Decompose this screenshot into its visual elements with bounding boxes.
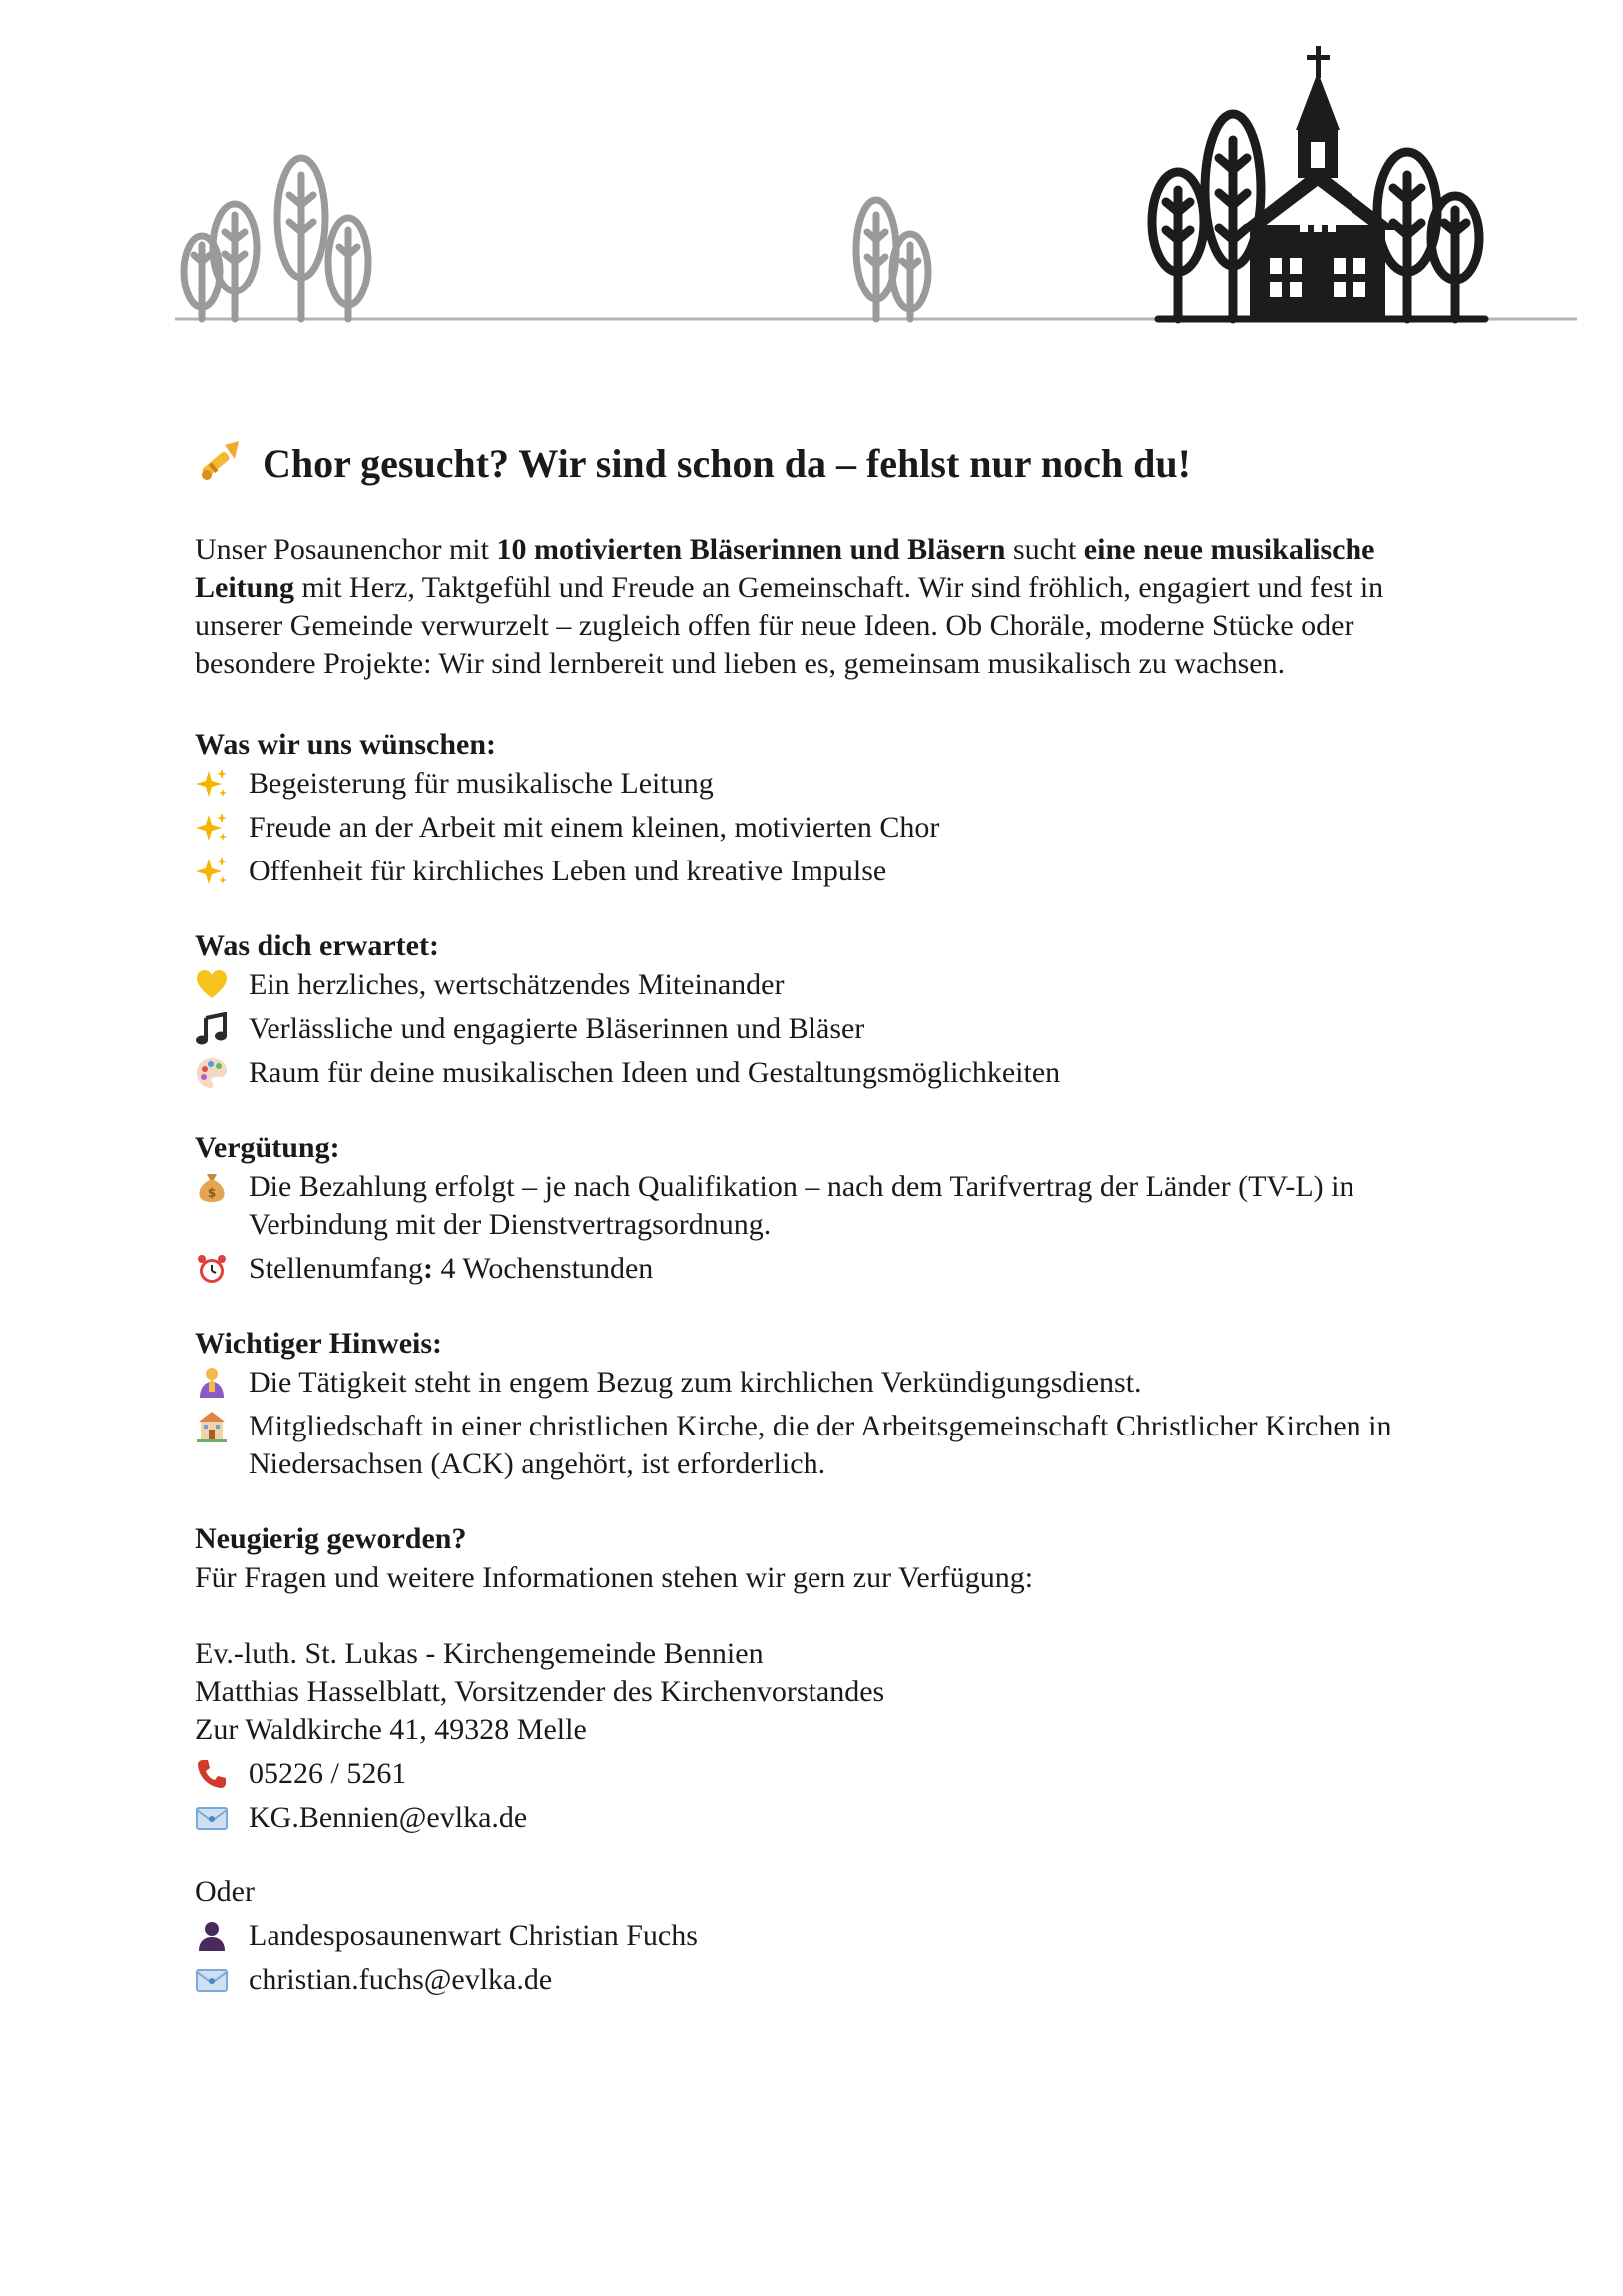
list-item: Freude an der Arbeit mit einem kleinen, motivierten Chor [195, 809, 1492, 847]
section-contact [195, 1519, 1492, 1999]
page-title [195, 439, 1492, 487]
trumpet-icon [195, 439, 243, 487]
envelope-icon [195, 1801, 229, 1835]
section-heading: Was dich erwartet: [195, 929, 439, 962]
list-item: Ein herzliches, wertschätzendes Miteinander [195, 966, 1492, 1004]
musical-note-icon [195, 1012, 229, 1046]
tree-gray-icon [856, 200, 928, 319]
header-illustration [0, 0, 1623, 339]
intro-paragraph: Unser Posaunenchor mit 10 motivierten Bläserinnen und Bläsern sucht eine neue musikalische Leitung mit Herz, Taktgefühl und Freude an Gemeinschaft. Wir sind fröhlich, engagiert und fest in unserer Gemeinde verwurzelt – zugleich offen für neue Ideen. Ob Choräle, moderne Stücke oder besondere Projekte: Wir sind lernbereit und lieben es, gemeinsam musikalisch zu wachsen. [195, 533, 1384, 680]
money-bag-icon [195, 1170, 229, 1204]
sparkles-icon [195, 855, 229, 888]
sparkles-icon [195, 811, 229, 845]
email-item [195, 1799, 1492, 1837]
section-expect [195, 926, 1492, 1092]
section-heading: Was wir uns wünschen: [195, 728, 497, 761]
contact-intro: Für Fragen und weitere Informationen stehen wir gern zur Verfügung: [195, 1561, 1034, 1594]
palette-icon [195, 1056, 229, 1090]
church-building-icon [195, 1410, 229, 1443]
section-note [195, 1324, 1492, 1483]
list-item: $ Die Bezahlung erfolgt – je nach Qualifikation – nach dem Tarifvertrag der Länder (TV-L) in Verbindung mit der Dienstvertragsordnung. [195, 1168, 1492, 1244]
section-heading: Wichtiger Hinweis: [195, 1327, 443, 1360]
list-item: Mitgliedschaft in einer christlichen Kirche, die der Arbeitsgemeinschaft Christlicher Kirchen in Niedersachsen (ACK) angehört, ist erforderlich. [195, 1408, 1492, 1483]
list-item: Stellenumfang: 4 Wochenstunden [195, 1250, 1492, 1288]
sparkles-icon [195, 767, 229, 801]
person-item: Landesposaunenwart Christian Fuchs [195, 1917, 1492, 1955]
alarm-clock-icon [195, 1252, 229, 1286]
list-item: Begeisterung für musikalische Leitung [195, 765, 1492, 803]
email-item [195, 1961, 1492, 1999]
section-pay [195, 1128, 1492, 1288]
contact-person: Matthias Hasselblatt, Vorsitzender des Kirchenvorstandes [195, 1675, 885, 1708]
phone-number[interactable]: 05226 / 5261 [249, 1757, 407, 1790]
contact-address: Zur Waldkirche 41, 49328 Melle [195, 1713, 587, 1746]
telephone-icon [195, 1757, 229, 1791]
email-link[interactable]: KG.Bennien@evlka.de [249, 1801, 528, 1834]
svg-text:$: $ [207, 1186, 217, 1200]
section-heading: Vergütung: [195, 1131, 340, 1164]
list-item: Verlässliche und engagierte Bläserinnen und Bläser [195, 1010, 1492, 1048]
list-item: Die Tätigkeit steht in engem Bezug zum kirchlichen Verkündigungsdienst. [195, 1364, 1492, 1402]
contact-or: Oder [195, 1875, 255, 1908]
section-wishes [195, 725, 1492, 890]
person-icon [195, 1919, 229, 1953]
email-link[interactable]: christian.fuchs@evlka.de [249, 1963, 553, 1996]
tree-gray-icon [184, 158, 368, 319]
section-heading: Neugierig geworden? [195, 1522, 467, 1555]
list-item: Offenheit für kirchliches Leben und kreative Impulse [195, 853, 1492, 890]
title-text: Chor gesucht? Wir sind schon da – fehlst nur noch du! [263, 440, 1191, 486]
envelope-icon [195, 1963, 229, 1997]
list-item: Raum für deine musikalischen Ideen und Gestaltungsmöglichkeiten [195, 1054, 1492, 1092]
yellow-heart-icon [195, 968, 229, 1002]
phone-item [195, 1755, 1492, 1793]
praying-hands-icon [195, 1366, 229, 1400]
contact-organization: Ev.-luth. St. Lukas - Kirchengemeinde Bennien [195, 1637, 764, 1670]
